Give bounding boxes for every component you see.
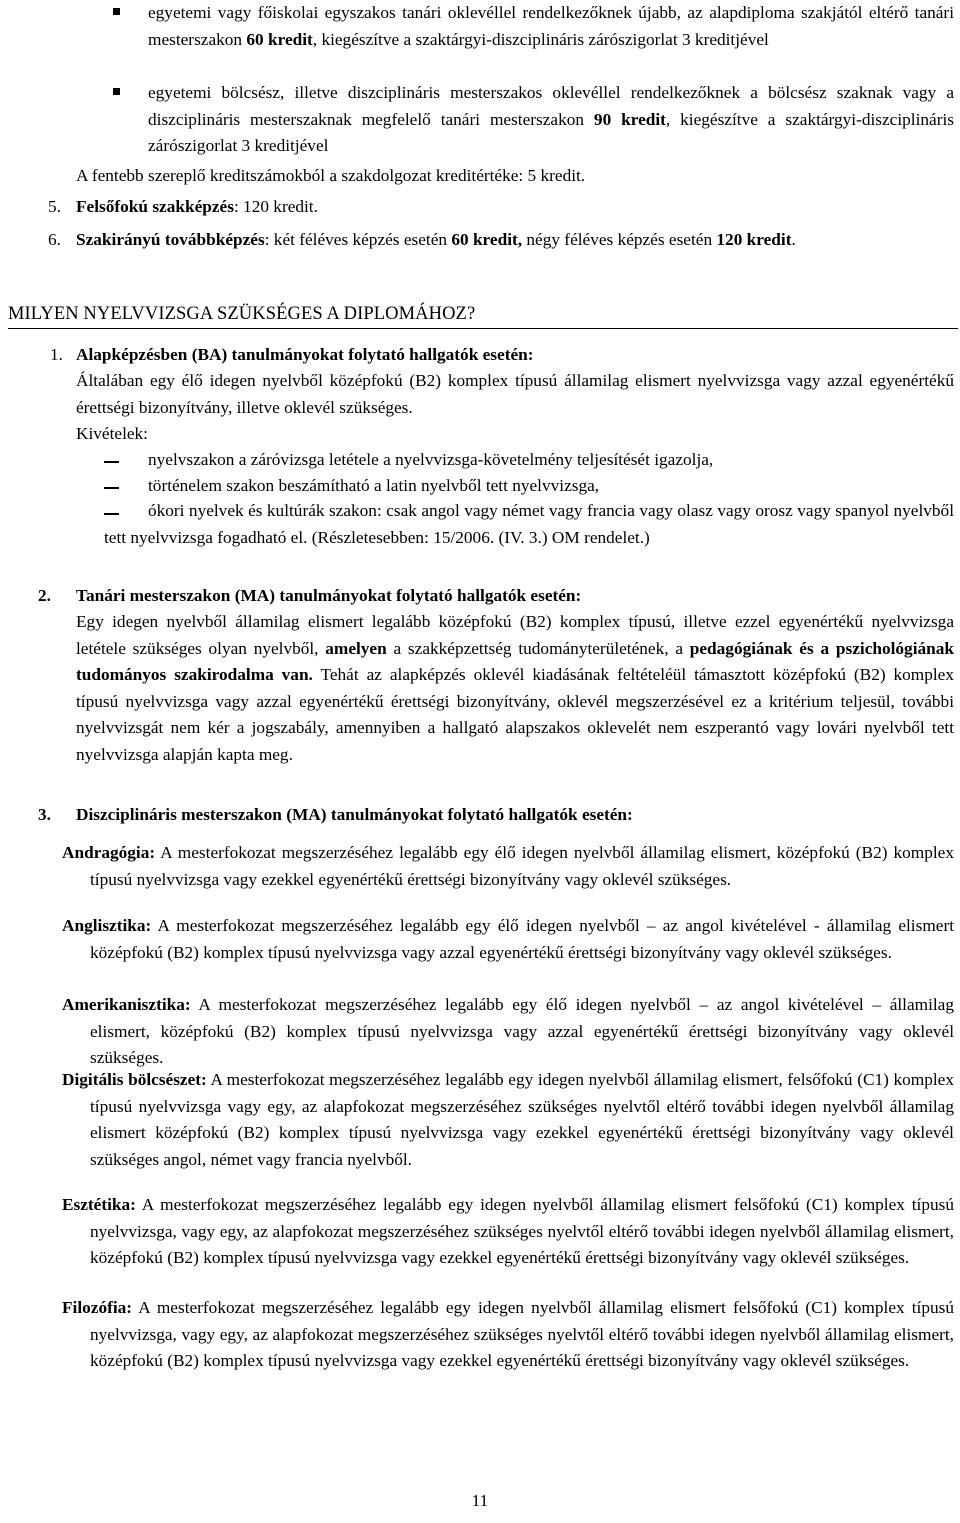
page-number: 11: [471, 1491, 489, 1510]
discipline-text: A mesterfokozat megszerzéséhez legalább egy idegen nyelvből államilag elismert felsőfokú (C1) komplex típusú nyelvvizsga, vagy egy, az alapfokozat megszerzéséhez szükséges nyelvtől eltérő további idegen nyelvből államilag elismert, középfokú (B2) komplex típusú nyelvvizsga vagy ezekkel egyenértékű érettségi bizonyítvány vagy oklevél szükséges.: [90, 1298, 954, 1371]
text-run: Tehát az alapképzés oklevél kiadásának feltételéül támasztott középfokú (B2) komplex típusú nyelvvizsga vagy azzal egyenértékű érettségi bizonyítvány, oklevél megszerzésével ez a kritérium teljesül, további nyelvvizsgát nem kér a jogszabály, amennyiben a hallgató alapszakos oklevelét nem eszperantó vagy lovári nyelvből tett nyelvvizsga alapján kapta meg.: [76, 665, 954, 764]
exception-item-2: történelem szakon beszámítható a latin nyelvből tett nyelvvizsga,: [148, 476, 600, 495]
exceptions-label: Kivételek:: [76, 424, 148, 443]
text-run: egyetemi vagy főiskolai egyszakos tanári oklevéllel rendelkezőknek újabb, az alapdiploma szakjától eltérő tanári mesterszakon: [148, 3, 954, 49]
section-1-paragraph: Általában egy élő idegen nyelvből középfokú (B2) komplex típusú államilag elismert nyelvvizsga vagy azzal egyenértékű érettségi bizonyítvány, illetve oklevél szükséges.: [76, 371, 954, 417]
discipline-text: A mesterfokozat megszerzéséhez legalább egy élő idegen nyelvből államilag elismert, középfokú (B2) komplex típusú nyelvvizsga vagy ezekkel egyenértékű érettségi bizonyítvány vagy oklevél szükséges.: [90, 843, 954, 889]
discipline-entry: [62, 992, 954, 1072]
item-5: [76, 194, 318, 221]
section-3-number: 3.: [38, 805, 51, 824]
section-3-title: Diszciplináris mesterszakon (MA) tanulmányokat folytató hallgatók esetén:: [76, 805, 633, 824]
section-1-title: Alapképzésben (BA) tanulmányokat folytató hallgatók esetén:: [76, 345, 534, 364]
discipline-text: A mesterfokozat megszerzéséhez legalább egy idegen nyelvből államilag elismert felsőfokú (C1) komplex típusú nyelvvizsga, vagy egy, az alapfokozat megszerzéséhez szükséges nyelvtől eltérő további idegen nyelvből államilag elismert, középfokú (B2) komplex típusú nyelvvizsga vagy ezekkel egyenértékű érettségi bizonyítvány vagy oklevél szükséges.: [90, 1195, 954, 1268]
bullet-item-1: [148, 0, 954, 53]
discipline-entry: [62, 913, 954, 966]
bullet-marker: [113, 8, 120, 15]
discipline-entry: [62, 1067, 954, 1173]
text-run: , kiegészítve a szaktárgyi-diszciplináris zárószigorlat 3 kreditjével: [312, 29, 769, 49]
text-run: egyetemi bölcsész, illetve diszciplináris mesterszakos oklevéllel rendelkezőknek a bölcsész szaknak vagy a diszciplináris mesterszaknak megfelelő tanári mesterszakon: [148, 83, 954, 129]
bullet-marker: [113, 88, 120, 95]
discipline-name: Esztétika:: [62, 1195, 136, 1214]
bold-text-run: 60 kredit,: [451, 230, 523, 249]
heading-underline: [8, 328, 958, 329]
bold-text-run: 90 kredit: [593, 109, 666, 129]
item-6-number: 6.: [48, 230, 61, 249]
dash-marker: [104, 487, 119, 489]
bold-text-run: 120 kredit: [716, 230, 792, 249]
item-6: [76, 227, 954, 254]
bold-text-run: 60 kredit: [246, 29, 313, 49]
section-1-number: 1.: [50, 345, 63, 364]
bold-text-run: Szakirányú továbbképzés: [76, 230, 265, 249]
bullet-item-2: [148, 80, 954, 160]
item-5-label: Felsőfokú szakképzés: [76, 197, 234, 216]
section-2-title: Tanári mesterszakon (MA) tanulmányokat folytató hallgatók esetén:: [76, 586, 582, 605]
thesis-credit-note: A fentebb szereplő kreditszámokból a szakdolgozat kreditértéke: 5 kredit.: [76, 166, 586, 185]
discipline-entry: [62, 1295, 954, 1375]
dash-marker: [104, 461, 119, 463]
section-2-paragraph: [76, 609, 954, 769]
discipline-text: A mesterfokozat megszerzéséhez legalább egy idegen nyelvből államilag elismert, felsőfokú (C1) komplex típusú nyelvvizsga vagy egy, az alapfokozat megszerzéséhez szükséges nyelvtől eltérő további idegen nyelvből államilag elismert középfokú (B2) komplex típusú nyelvvizsga vagy ezekkel egyenértékű érettségi bizonyítvány vagy oklevél szükséges angol, német vagy francia nyelvből.: [90, 1070, 954, 1169]
exception-item-3-text: ókori nyelvek és kultúrák szakon: csak angol vagy német vagy francia vagy olasz vagy orosz vagy spanyol nyelvből tett nyelvvizsga fogadható el. (Részletesebben: 15/2006. (IV. 3.) OM rendelet.): [104, 501, 954, 547]
discipline-name: Andragógia:: [62, 843, 156, 862]
exception-item-1: nyelvszakon a záróvizsga letétele a nyelvvizsga-követelmény teljesítését igazolja,: [148, 450, 714, 469]
section-2-number: 2.: [38, 586, 51, 605]
text-run: a szakképzettség tudományterületének, a: [386, 638, 690, 658]
discipline-name: Amerikanisztika:: [62, 995, 191, 1014]
text-run: , kiegészítve a szaktárgyi-diszciplináris zárószigorlat 3 kreditjével: [148, 109, 954, 156]
discipline-name: Filozófia:: [62, 1298, 133, 1317]
item-5-number: 5.: [48, 197, 61, 216]
section-heading: MILYEN NYELVVIZSGA SZÜKSÉGES A DIPLOMÁHOZ?: [8, 304, 476, 324]
discipline-entry: [62, 1192, 954, 1272]
text-run: Egy idegen nyelvből államilag elismert legalább középfokú (B2) komplex típusú, illetve ezzel egyenértékű nyelvvizsga letétele szükséges olyan nyelvből,: [76, 612, 954, 658]
exception-item-3: [104, 498, 954, 551]
discipline-text: A mesterfokozat megszerzéséhez legalább egy élő idegen nyelvből – az angol kivételével - államilag elismert középfokú (B2) komplex típusú nyelvvizsga vagy azzal egyenértékű érettségi bizonyítvány vagy oklevél szükséges.: [90, 916, 954, 962]
item-5-value: : 120 kredit.: [233, 197, 318, 216]
bold-text-run: pedagógiának és a pszichológiának tudományos szakirodalma van.: [76, 638, 954, 685]
discipline-name: Anglisztika:: [62, 916, 152, 935]
discipline-text: A mesterfokozat megszerzéséhez legalább egy élő idegen nyelvből – az angol kivételével – államilag elismert, középfokú (B2) komplex típusú nyelvvizsga vagy azzal egyenértékű érettségi bizonyítvány vagy oklevél szükséges.: [90, 995, 954, 1068]
discipline-name: Digitális bölcsészet:: [62, 1070, 207, 1089]
text-run: .: [791, 230, 796, 249]
text-run: : két féléves képzés esetén: [264, 230, 452, 249]
text-run: négy féléves képzés esetén: [522, 230, 717, 249]
bold-text-run: amelyen: [325, 638, 387, 658]
discipline-entry: [62, 840, 954, 893]
